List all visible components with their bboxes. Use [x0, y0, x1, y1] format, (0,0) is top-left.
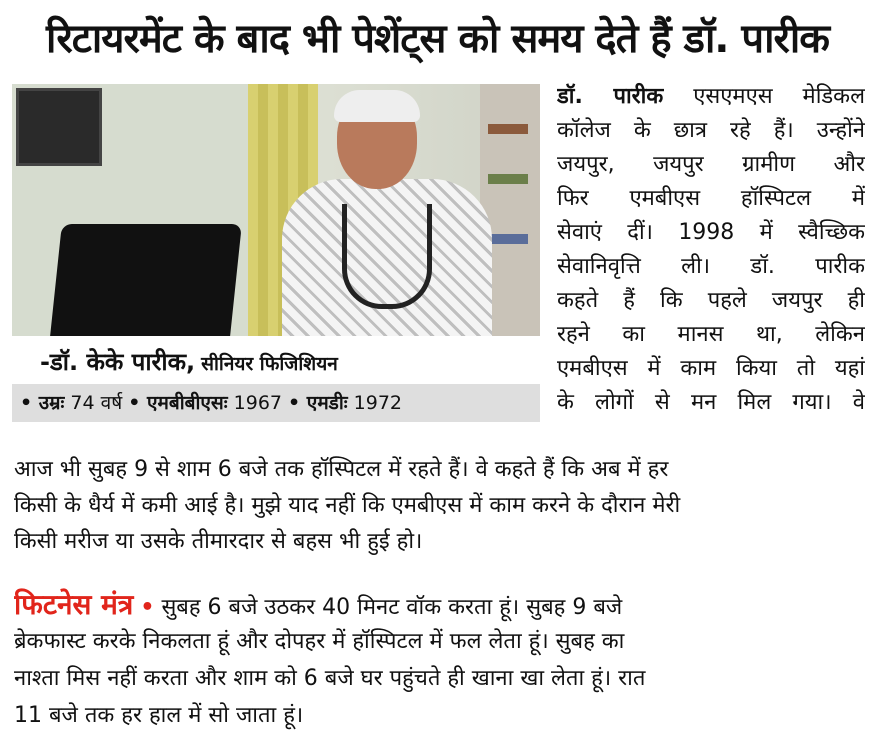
fitness-line: नाश्ता मिस नहीं करता और शाम को 6 बजे घर पहुंचते ही खाना खा लेता हूं। रात [14, 666, 646, 691]
md-label: • एमडीः [288, 392, 348, 414]
body-line: किसी के धैर्य में कमी आई है। मुझे याद नहीं कि एमबीएस में काम करने के दौरान मेरी [14, 493, 681, 518]
wall-frame [16, 88, 102, 166]
md-value: 1972 [353, 392, 403, 414]
fitness-label: फिटनेस मंत्र [14, 588, 134, 621]
column-line: कहते हैं कि पहले जयपुर ही [557, 288, 865, 313]
body-line: आज भी सुबह 9 से शाम 6 बजे तक हॉस्पिटल में रहते हैं। वे कहते हैं कि अब में हर [14, 457, 669, 482]
mbbs-value: 1967 [233, 392, 282, 414]
photo-caption [40, 344, 520, 380]
column-line: फिर एमबीएस हॉस्पिटल में [557, 186, 865, 211]
column-line: सेवाएं दीं। 1998 में स्वैच्छिक [557, 220, 865, 245]
doctor-figure [262, 94, 482, 336]
caption-role: सीनियर फिजिशियन [201, 353, 338, 375]
fitness-line: 11 बजे तक हर हाल में सो जाता हूं। [14, 703, 304, 728]
body-line: किसी मरीज या उसके तीमारदार से बहस भी हुई हो। [14, 529, 423, 554]
column-line: रहने का मानस था, लेकिन [557, 322, 865, 347]
column-line: जयपुर, जयपुर ग्रामीण और [557, 152, 865, 177]
column-lead: डॉ. पारीक [557, 84, 664, 109]
column-line: एमबीएस में काम किया तो यहां [557, 356, 865, 381]
column-line: कॉलेज के छात्र रहे हैं। उन्होंने [557, 118, 865, 143]
fitness-section [14, 586, 866, 734]
fitness-line: ब्रेकफास्ट करके निकलता हूं और दोपहर में हॉस्पिटल में फल लेता हूं। सुबह का [14, 629, 625, 654]
mbbs-label: • एमबीबीएसः [128, 392, 228, 414]
bio-strip [12, 384, 540, 422]
column-line: सेवानिवृत्ति ली। डॉ. पारीक [557, 254, 865, 279]
fitness-line: फिटनेस मंत्र • सुबह 6 बजे उठकर 40 मिनट वॉक करता हूं। सुबह 9 बजे [14, 588, 623, 621]
column-line: डॉ. पारीक एसएमएस मेडिकल [557, 84, 865, 109]
column-line: के लोगों से मन मिल गया। वे [557, 390, 865, 415]
doctor-photo [12, 84, 540, 336]
article-body [14, 452, 866, 560]
bullet-icon: • [140, 595, 155, 620]
age-label: • उम्रः [20, 392, 65, 414]
headline: रिटायरमेंट के बाद भी पेशेंट्स को समय देते हैं डॉ. पारीक [46, 16, 829, 62]
caption-name: -डॉ. केके पारीक, [40, 348, 196, 376]
article-column [557, 80, 865, 420]
laptop [50, 224, 242, 336]
age-value: 74 वर्ष [70, 392, 123, 414]
stethoscope-icon [342, 204, 432, 309]
